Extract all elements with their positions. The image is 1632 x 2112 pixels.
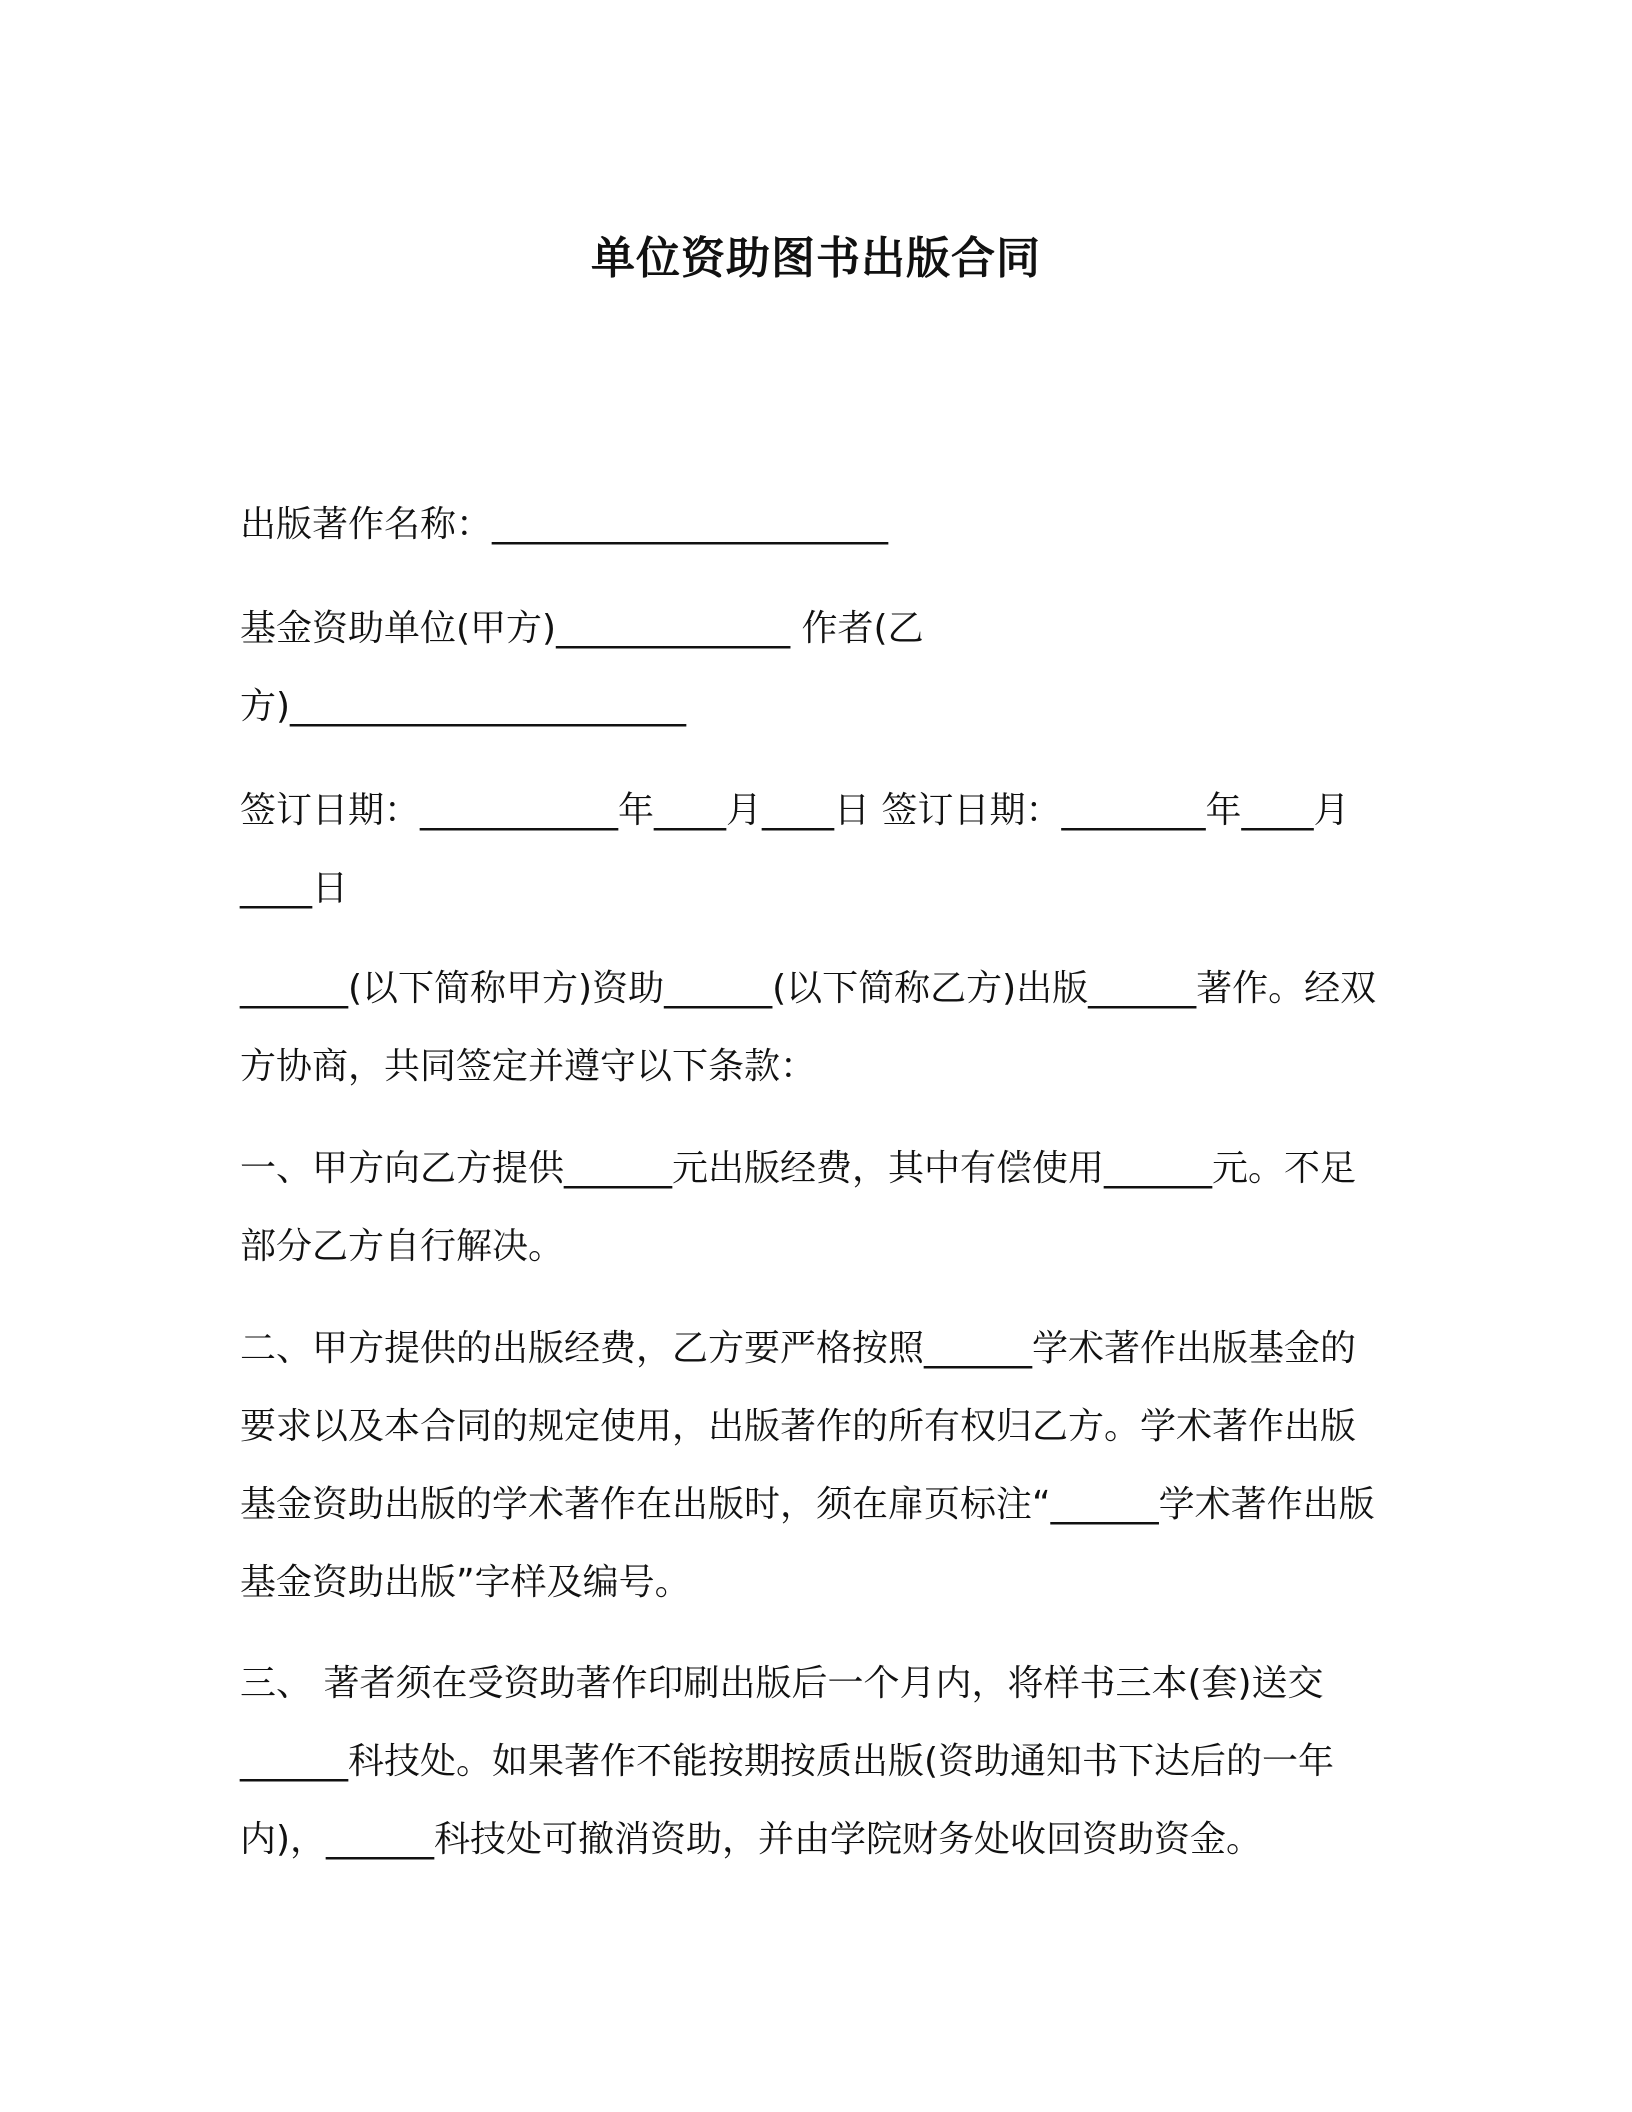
clause-three: 三、 著者须在受资助著作印刷出版后一个月内，将样书三本(套)送交______科技处。如果著作不能按期按质出版(资助通知书下达后的一年内)，______科技处可撤消资助，并由学院财务处收回资助资金。	[240, 1663, 1335, 1860]
signing-date-field: 签订日期：___________年____月____日 签订日期：________年____月____日	[240, 790, 1350, 909]
clause-two: 二、甲方提供的出版经费，乙方要严格按照______学术著作出版基金的要求以及本合同的规定使用，出版著作的所有权归乙方。学术著作出版基金资助出版的学术著作在出版时，须在扉页标注“______学术著作出版基金资助出版”字样及编号。	[240, 1328, 1375, 1603]
document-title: 单位资助图书出版合同	[591, 233, 1041, 284]
work-name-field: 出版著作名称：______________________	[240, 504, 889, 545]
preamble-paragraph: ______(以下简称甲方)资助______(以下简称乙方)出版______著作。经双方协商，共同签定并遵守以下条款：	[240, 968, 1377, 1087]
clause-one: 一、甲方向乙方提供______元出版经费，其中有偿使用______元。不足部分乙方自行解决。	[240, 1148, 1357, 1267]
parties-field: 基金资助单位(甲方)_____________ 作者(乙方)______________________	[240, 608, 924, 727]
